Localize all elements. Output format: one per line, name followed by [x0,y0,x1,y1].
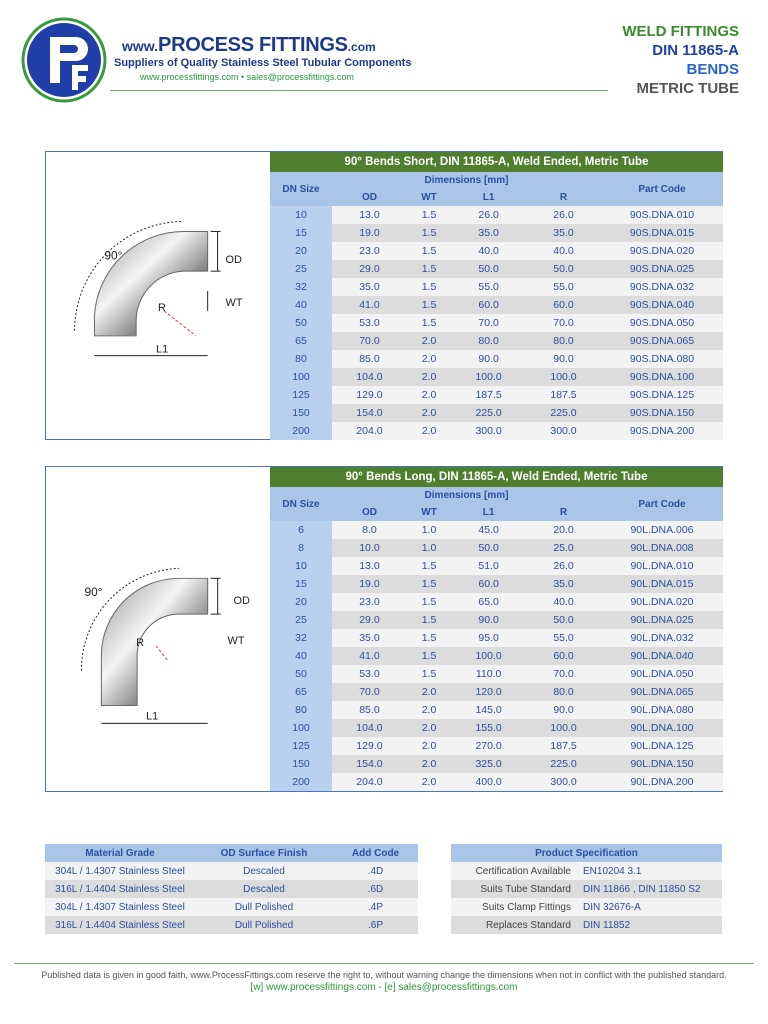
table-cell: 90L.DNA.100 [601,719,723,737]
table-cell: 40 [270,647,332,665]
table-cell: 23.0 [332,242,407,260]
table-row [270,629,723,647]
footer-rule [14,963,754,964]
table-cell: 300.0 [451,422,526,440]
table-cell: 10.0 [332,539,407,557]
table-row [45,880,418,898]
dimensions-header: Dimensions [mm] [332,172,601,189]
table-row [270,557,723,575]
table-row [270,701,723,719]
table-cell: 90.0 [451,611,526,629]
table-cell: 316L / 1.4404 Stainless Steel [45,916,195,934]
table-cell: 300.0 [526,422,601,440]
r-header: R [526,189,601,206]
table-cell: Dull Polished [195,898,333,916]
table-cell: 90S.DNA.150 [601,404,723,422]
table-cell: 13.0 [332,206,407,224]
table-row [451,862,722,880]
table-cell: 2.0 [407,332,451,350]
table-cell: 35.0 [451,224,526,242]
table-cell: 60.0 [526,647,601,665]
table-cell: 90.0 [526,701,601,719]
short-bend-diagram [46,152,270,439]
table-cell: 2.0 [407,755,451,773]
dn-size-header: DN Size [270,172,332,206]
od-header: OD [332,504,407,521]
angle-label: 90° [104,248,123,263]
table-cell: 90S.DNA.125 [601,386,723,404]
table-cell: 90L.DNA.025 [601,611,723,629]
table-cell: 41.0 [332,647,407,665]
table-cell: 100.0 [451,647,526,665]
table-cell: 154.0 [332,755,407,773]
table-row [270,683,723,701]
table-cell: 90S.DNA.010 [601,206,723,224]
table-cell: .4D [333,862,418,880]
table-cell: 2.0 [407,404,451,422]
table-cell: DIN 11852 [577,916,722,934]
material-grade-header: Material Grade [45,844,195,862]
table-cell: 29.0 [332,260,407,278]
table-cell: 90L.DNA.050 [601,665,723,683]
table-cell: 40.0 [526,242,601,260]
table-cell: 80 [270,350,332,368]
table-row [270,539,723,557]
r-label: R [136,636,145,649]
long-bends-panel [45,466,723,792]
table-row [451,880,722,898]
tagline: Suppliers of Quality Stainless Steel Tubular Components [114,57,412,69]
table-row [451,916,722,934]
table-row [270,422,723,440]
table-cell: 26.0 [451,206,526,224]
l1-header: L1 [451,189,526,206]
table-cell: 35.0 [332,629,407,647]
table-cell: 60.0 [526,296,601,314]
table-cell: 50.0 [451,539,526,557]
table-cell: 85.0 [332,701,407,719]
od-label: OD [233,595,250,608]
table-cell: 187.5 [451,386,526,404]
table-cell: 26.0 [526,206,601,224]
table-row [270,575,723,593]
table-cell: 40.0 [451,242,526,260]
table-cell: 225.0 [526,404,601,422]
table-cell: 325.0 [451,755,526,773]
table-cell: 90L.DNA.040 [601,647,723,665]
table-cell: 1.5 [407,557,451,575]
table-cell: 187.5 [526,737,601,755]
table-row [270,386,723,404]
table-cell: Suits Clamp Fittings [451,898,577,916]
table-cell: 90S.DNA.200 [601,422,723,440]
table-cell: 41.0 [332,296,407,314]
dn-size-header: DN Size [270,487,332,521]
table-cell: 50 [270,314,332,332]
disclaimer: Published data is given in good faith, www.ProcessFittings.com reserve the right to, without warning change the dimensions when not in conflict with the published standard. [41,970,727,980]
table-cell: 155.0 [451,719,526,737]
table-cell: 100 [270,719,332,737]
table-cell: 80.0 [451,332,526,350]
table-cell: 1.5 [407,575,451,593]
table-cell: 65 [270,332,332,350]
table-cell: 70.0 [332,332,407,350]
table-cell: 129.0 [332,386,407,404]
table-cell: 80.0 [526,683,601,701]
table-row [270,755,723,773]
table-cell: 125 [270,386,332,404]
table-cell: 90.0 [451,350,526,368]
footer-links: [w] www.processfittings.com - [e] sales@processfittings.com [250,982,518,993]
table-cell: 2.0 [407,737,451,755]
l1-label: L1 [146,710,159,723]
table-cell: 70.0 [332,683,407,701]
table-cell: 25.0 [526,539,601,557]
table-cell: 154.0 [332,404,407,422]
table-cell: 90S.DNA.100 [601,368,723,386]
table-cell: 1.5 [407,296,451,314]
table-cell: 50.0 [451,260,526,278]
table-cell: 70.0 [526,314,601,332]
table-cell: 90S.DNA.080 [601,350,723,368]
table-cell: 90S.DNA.040 [601,296,723,314]
table-cell: 2.0 [407,683,451,701]
table-cell: .6D [333,880,418,898]
table-cell: 1.0 [407,539,451,557]
part-code-header: Part Code [601,487,723,521]
table-cell: 270.0 [451,737,526,755]
table-cell: 29.0 [332,611,407,629]
table-cell: 300.0 [526,773,601,791]
table-row [270,593,723,611]
table-cell: 35.0 [526,224,601,242]
short-table-title: 90° Bends Short, DIN 11865-A, Weld Ended, Metric Tube [270,152,723,172]
table-cell: Suits Tube Standard [451,880,577,898]
table-cell: 26.0 [526,557,601,575]
table-cell: 95.0 [451,629,526,647]
table-cell: 90L.DNA.032 [601,629,723,647]
table-row [270,611,723,629]
table-row [270,665,723,683]
table-cell: 8.0 [332,521,407,539]
table-cell: .6P [333,916,418,934]
table-cell: 90L.DNA.008 [601,539,723,557]
table-cell: 100 [270,368,332,386]
table-cell: 32 [270,629,332,647]
long-table-body [270,521,723,791]
table-cell: 90.0 [526,350,601,368]
table-row [270,773,723,791]
table-cell: Replaces Standard [451,916,577,934]
table-cell: 1.5 [407,665,451,683]
table-cell: 100.0 [451,368,526,386]
table-cell: 25 [270,611,332,629]
table-cell: 65 [270,683,332,701]
table-cell: 1.0 [407,521,451,539]
od-label: OD [225,254,242,267]
table-cell: 50 [270,665,332,683]
table-cell: 20 [270,242,332,260]
table-cell: 70.0 [451,314,526,332]
table-cell: 6 [270,521,332,539]
material-grade-table [45,844,418,934]
table-cell: 90L.DNA.080 [601,701,723,719]
table-cell: 35.0 [526,575,601,593]
add-code-header: Add Code [333,844,418,862]
wt-header: WT [407,189,451,206]
table-cell: 1.5 [407,611,451,629]
long-bends-table [270,467,723,791]
wt-label: WT [227,634,245,647]
table-cell: 60.0 [451,296,526,314]
table-cell: 10 [270,557,332,575]
angle-label: 90° [84,585,103,600]
table-cell: 204.0 [332,773,407,791]
table-row [45,862,418,880]
table-cell: 104.0 [332,719,407,737]
table-row [270,332,723,350]
table-cell: 90L.DNA.150 [601,755,723,773]
table-cell: 200 [270,422,332,440]
long-bend-diagram [46,467,270,791]
table-row [270,404,723,422]
table-cell: 1.5 [407,224,451,242]
table-cell: 1.5 [407,278,451,296]
table-row [270,368,723,386]
table-row [270,521,723,539]
table-cell: 90S.DNA.032 [601,278,723,296]
document-title: WELD FITTINGS DIN 11865-A BENDS METRIC TUBE [622,23,739,97]
od-header: OD [332,189,407,206]
table-cell: 23.0 [332,593,407,611]
table-row [270,647,723,665]
table-row [270,719,723,737]
table-cell: 225.0 [526,755,601,773]
l1-label: L1 [156,343,169,356]
table-cell: 55.0 [526,278,601,296]
table-cell: 40.0 [526,593,601,611]
table-cell: 80 [270,701,332,719]
short-bends-panel [45,151,723,440]
table-cell: 1.5 [407,647,451,665]
table-cell: 55.0 [451,278,526,296]
table-row [270,242,723,260]
table-cell: 150 [270,755,332,773]
table-row [270,737,723,755]
table-row [270,260,723,278]
table-cell: 125 [270,737,332,755]
table-cell: 2.0 [407,422,451,440]
table-cell: 55.0 [526,629,601,647]
table-cell: 90S.DNA.050 [601,314,723,332]
table-cell: 19.0 [332,224,407,242]
table-cell: EN10204 3.1 [577,862,722,880]
table-cell: 120.0 [451,683,526,701]
table-cell: 1.5 [407,242,451,260]
table-cell: 13.0 [332,557,407,575]
table-row [270,224,723,242]
table-row [270,278,723,296]
header-contact: www.processfittings.com • sales@processfittings.com [140,72,354,82]
table-row [451,898,722,916]
table-cell: Descaled [195,862,333,880]
table-cell: 2.0 [407,350,451,368]
table-cell: 80.0 [526,332,601,350]
table-cell: 2.0 [407,773,451,791]
table-cell: 50.0 [526,260,601,278]
table-cell: 90S.DNA.015 [601,224,723,242]
table-row [270,206,723,224]
table-cell: 90L.DNA.010 [601,557,723,575]
table-cell: Dull Polished [195,916,333,934]
table-row [270,296,723,314]
table-cell: 90L.DNA.125 [601,737,723,755]
table-cell: 104.0 [332,368,407,386]
table-cell: 53.0 [332,314,407,332]
table-cell: 316L / 1.4404 Stainless Steel [45,880,195,898]
table-cell: DIN 11866 , DIN 11850 S2 [577,880,722,898]
table-cell: 225.0 [451,404,526,422]
table-cell: 1.5 [407,206,451,224]
l1-header: L1 [451,504,526,521]
dimensions-header: Dimensions [mm] [332,487,601,504]
table-cell: Certification Available [451,862,577,880]
wt-header: WT [407,504,451,521]
table-cell: 60.0 [451,575,526,593]
table-cell: 15 [270,224,332,242]
wt-label: WT [225,296,243,309]
product-specification-table [451,844,722,934]
table-row [270,314,723,332]
table-row [45,898,418,916]
table-cell: 8 [270,539,332,557]
table-cell: 90S.DNA.065 [601,332,723,350]
process-fittings-logo [20,17,108,103]
r-header: R [526,504,601,521]
table-cell: 2.0 [407,701,451,719]
table-cell: 110.0 [451,665,526,683]
table-cell: 70.0 [526,665,601,683]
table-cell: 187.5 [526,386,601,404]
table-cell: 1.5 [407,629,451,647]
table-cell: 304L / 1.4307 Stainless Steel [45,898,195,916]
table-cell: 2.0 [407,719,451,737]
table-cell: 2.0 [407,368,451,386]
table-cell: 51.0 [451,557,526,575]
table-cell: 90L.DNA.065 [601,683,723,701]
table-cell: 35.0 [332,278,407,296]
table-cell: 20 [270,593,332,611]
header-rule [110,90,608,91]
surface-finish-header: OD Surface Finish [195,844,333,862]
table-cell: 32 [270,278,332,296]
table-cell: 65.0 [451,593,526,611]
table-cell: 90L.DNA.006 [601,521,723,539]
table-row [45,916,418,934]
table-cell: 25 [270,260,332,278]
table-cell: 2.0 [407,386,451,404]
table-cell: 45.0 [451,521,526,539]
table-cell: 1.5 [407,260,451,278]
table-cell: 1.5 [407,314,451,332]
table-cell: 200 [270,773,332,791]
table-cell: 90S.DNA.025 [601,260,723,278]
table-cell: 1.5 [407,593,451,611]
table-cell: 20.0 [526,521,601,539]
table-cell: .4P [333,898,418,916]
brand-name: www.PROCESS FITTINGS.com [122,34,376,56]
table-cell: 90S.DNA.020 [601,242,723,260]
long-table-title: 90° Bends Long, DIN 11865-A, Weld Ended, Metric Tube [270,467,723,487]
product-specification-header: Product Specification [451,844,722,862]
table-cell: DIN 32676-A [577,898,722,916]
table-cell: 100.0 [526,368,601,386]
table-cell: 53.0 [332,665,407,683]
table-cell: 15 [270,575,332,593]
table-cell: 10 [270,206,332,224]
short-bends-table [270,152,723,440]
table-cell: 50.0 [526,611,601,629]
table-cell: 145.0 [451,701,526,719]
table-cell: 40 [270,296,332,314]
table-cell: 85.0 [332,350,407,368]
table-row [270,350,723,368]
table-cell: 204.0 [332,422,407,440]
table-cell: 129.0 [332,737,407,755]
table-cell: 90L.DNA.020 [601,593,723,611]
table-cell: 90L.DNA.015 [601,575,723,593]
table-cell: 400.0 [451,773,526,791]
table-cell: 150 [270,404,332,422]
table-cell: 90L.DNA.200 [601,773,723,791]
r-label: R [158,301,166,314]
part-code-header: Part Code [601,172,723,206]
table-cell: Descaled [195,880,333,898]
table-cell: 304L / 1.4307 Stainless Steel [45,862,195,880]
short-table-body [270,206,723,440]
table-cell: 100.0 [526,719,601,737]
table-cell: 19.0 [332,575,407,593]
